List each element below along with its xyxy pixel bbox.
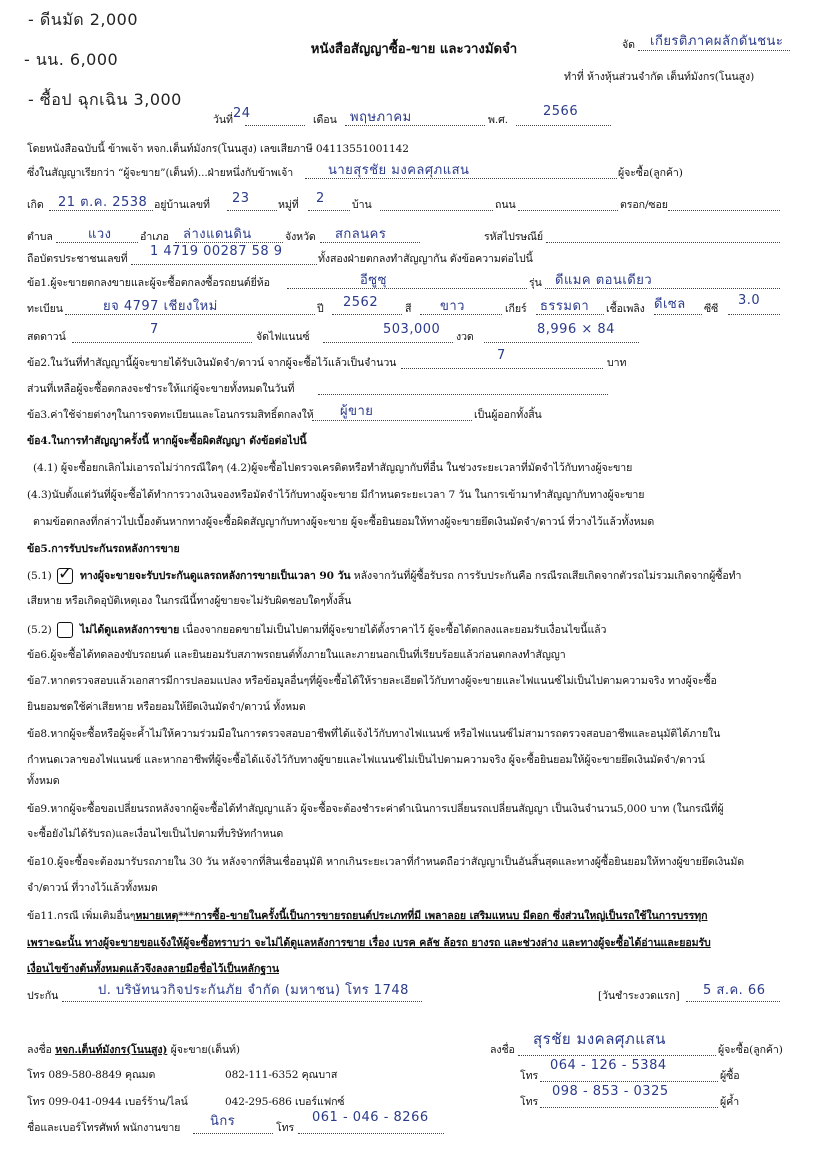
tambon-value: แวง — [88, 227, 112, 242]
clause5-1-cont: เสียหาย หรือเกิดอุบัติเหตุเอง ในกรณีนี้ทางผู้ขายจะไม่รับผิดชอบใดๆทั้งสิ้น — [27, 595, 352, 607]
date-label: วันที่ — [213, 114, 233, 126]
year-label: พ.ศ. — [488, 114, 509, 126]
clause11-label: ข้อ11.กรณี เพิ่มเติมอื่นๆ — [27, 910, 136, 922]
province-value: สกลนคร — [335, 227, 387, 242]
first-payment-value: 5 ส.ค. 66 — [703, 983, 766, 998]
month-label: เดือน — [313, 114, 337, 126]
clause5-2-text: เนื่องจากยอดขายไม่เป็นไปตามที่ผู้จะขายได้ตั้งราคาไว้ ผู้จะซื้อได้ตกลงและยอมรับเงื่อนไขนี้แล้ว — [179, 624, 607, 636]
house-value: 23 — [232, 191, 250, 206]
buyer-tel-label: โทร — [520, 1070, 539, 1082]
clause8-a: ข้อ8.หากผู้จะซื้อหรือผู้จะค้ำไม่ให้ความร่วมมือในการตรวจสอบอาชีพที่ได้แจ้งไว้กับทางไฟแนนซ์ หรือไฟแนนซ์ไม่สามารถตรวจสอบอาชีพและอนุมัติได้ภายใน — [27, 728, 721, 740]
clause7-b: ยินยอมชดใช้ค่าเสียหาย หรือยอมให้ยึดเงินมัดจำ/ดาวน์ ทั้งหมด — [27, 701, 306, 713]
tambon-label: ตำบล — [27, 231, 53, 243]
clause5-1-text: หลังจากวันที่ผู้ซื้อรับรถ การรับประกันคือ กรณีรถเสียเกิดจากตัวรถไม่รวมเกิดจากผู้ซื้อทำ — [350, 570, 742, 582]
no-warranty-checkbox[interactable] — [57, 622, 73, 638]
intro-line: โดยหนังสือฉบับนี้ ข้าพเจ้า หจก.เต็นท์มังกร(โนนสูง) เลขเสียภาษี 04113551001142 — [27, 143, 409, 155]
fuel-value: ดีเซล — [654, 297, 686, 312]
handwritten-note-3: - ซื้อป ฉุกเฉิน 3,000 — [28, 90, 182, 109]
page-title: หนังสือสัญญาซื้อ-ขาย และวางมัดจำ — [310, 42, 518, 57]
clause10-b: จำ/ดาวน์ ที่วางไว้แล้วทั้งหมด — [27, 882, 158, 894]
birth-label: เกิด — [27, 199, 44, 211]
tel-line-4: 042-295-686 เบอร์แฟกซ์ — [225, 1096, 345, 1108]
clause4-3b: ตามข้อตกลงที่กล่าวไปเบื้องต้นหากทางผู้จะซื้อผิดสัญญากับทางผู้จะขาย ผู้จะซื้อยินยอมให้ทางผู้จะขายยึดเงินมัดจำ/ดาวน์ ที่วางไว้แล้วทั้งหมด — [33, 516, 655, 528]
guarantor-tel-role: ผู้ค้ำ — [720, 1096, 740, 1108]
gear-value: ธรรมดา — [540, 299, 590, 314]
insurer-value: ป. บริษัทนวกิจประกันภัย จำกัด (มหาชน) โทร 1748 — [98, 983, 409, 998]
clause3-text: ข้อ3.ค่าใช้จ่ายต่างๆในการจดทะเบียนและโอนกรรมสิทธิ์ตกลงให้ — [27, 409, 314, 421]
idcard-label: ถือบัตรประชาชนเลขที่ — [27, 253, 128, 265]
clause6-text: ข้อ6.ผู้จะซื้อได้ทดลองขับรถยนต์ และยินยอมรับสภาพรถยนต์ทั้งภายในและภายนอกเป็นที่เรียบร้อยแล้วก่อนตกลงทำสัญญา — [27, 649, 566, 661]
finance-value: 503,000 — [383, 322, 441, 337]
color-label: สี — [405, 303, 412, 315]
house-label: อยู่บ้านเลขที่ — [154, 199, 210, 211]
cc-label: ซีซี — [704, 303, 719, 315]
buyer-name: นายสุรชัย มงคลศุภแสน — [328, 163, 470, 178]
clause9-a: ข้อ9.หากผู้จะซื้อขอเปลี่ยนรถหลังจากผู้จะซื้อได้ทำสัญญาแล้ว ผู้จะซื้อจะต้องชำระค่าดำเนินการเปลี่ยนรถเปลี่ยนสัญญา เป็นเงินจำนวน5,000 บาท (ในกรณีที่ผู้ — [27, 803, 724, 815]
insurance-label: ประกัน — [27, 990, 59, 1002]
handwritten-note-2: - นน. 6,000 — [24, 50, 119, 69]
made-at-value: เกียรติภาคผลักดันชนะ — [650, 34, 784, 49]
clause5-1-label: (5.1) — [27, 570, 52, 582]
buyer-signature: สุรชัย มงคลศุภแสน — [533, 1030, 666, 1048]
tel-line-3: โทร 099-041-0944 เบอร์ร้าน/ไลน์ — [27, 1096, 188, 1108]
checkmark-icon: ✓ — [58, 564, 73, 584]
guarantor-tel-value: 098 - 853 - 0325 — [552, 1084, 669, 1099]
year-car-label: ปี — [317, 303, 324, 315]
model-value: ดีแมค ตอนเดียว — [555, 273, 653, 288]
seller-sign-label: ลงชื่อ — [27, 1044, 52, 1056]
seller-sign-role: ผู้จะขาย(เต็นท์) — [170, 1044, 240, 1056]
clause10-a: ข้อ10.ผู้จะซื้อจะต้องมารับรถภายใน 30 วัน หลังจากที่สินเชื่ออนุมัติ หากเกินระยะเวลาที่กำหนดถือว่าสัญญาเป็นอันสิ้นสุดและทางผู้ซื้อยินยอมให้ทางผู้ขายยึดเงินมัด — [27, 856, 744, 868]
brand-value: อีซูซุ — [360, 273, 387, 288]
tel-line-1: โทร 089-580-8849 คุณมด — [27, 1069, 156, 1081]
payer-value: ผู้ขาย — [340, 404, 374, 419]
clause5-2-label: (5.2) — [27, 624, 52, 636]
sales-name: นิกร — [210, 1114, 236, 1129]
buyer-tel-value: 064 - 126 - 5384 — [550, 1058, 667, 1073]
place-text: ทำที่ ห้างหุ้นส่วนจำกัด เต็นท์มังกร(โนนสูง) — [564, 71, 755, 83]
soi-label: ตรอก/ซอย — [620, 199, 668, 211]
down-value: 7 — [150, 322, 159, 337]
birth-value: 21 ต.ค. 2538 — [58, 195, 148, 210]
model-label: รุ่น — [529, 277, 542, 289]
seller-sign-name: หจก.เต็นท์มังกร(โนนสูง) — [55, 1044, 168, 1056]
month-value: พฤษภาคม — [350, 110, 412, 125]
sales-tel-value: 061 - 046 - 8266 — [312, 1110, 429, 1125]
clause4-heading: ข้อ4.ในการทำสัญญาครั้งนี้ หากผู้จะซื้อผิดสัญญา ดังข้อต่อไปนี้ — [27, 435, 307, 447]
clause11-cont: เพราะฉะนั้น ทางผู้จะขายขอแจ้งให้ผู้จะซื้อทราบว่า จะไม่ได้ดูแลหลังการขาย เรื่อง เบรค คลัช ล้อรถ ยางรถ และช่วงล่าง และทางผู้จะซื้อได้อ่านและยอมรับ — [27, 937, 711, 949]
moo-label: หมู่ที่ — [278, 199, 299, 211]
installment-value: 8,996 × 84 — [537, 322, 615, 337]
made-at-label: จัด — [622, 39, 635, 51]
clause2-rest: ส่วนที่เหลือผู้จะซื้อตกลงจะชำระให้แก่ผู้จะขายทั้งหมดในวันที่ — [27, 383, 295, 395]
year-car-value: 2562 — [343, 295, 379, 310]
handwritten-note-1: - ดีนมัด 2,000 — [28, 10, 139, 29]
clause2-text: ข้อ2.ในวันที่ทำสัญญานี้ผู้จะขายได้รับเงินมัดจำ/ดาวน์ จากผู้จะซื้อไว้แล้วเป็นจำนวน — [27, 357, 397, 369]
installment-label: งวด — [456, 331, 474, 343]
buyer-label: ผู้จะซื้อ(ลูกค้า) — [618, 167, 683, 179]
cc-value: 3.0 — [738, 293, 761, 308]
clause5-1-bold: ทางผู้จะขายจะรับประกันดูแลรถหลังการขายเป็นเวลา 90 วัน — [80, 570, 351, 582]
clause11-end: เงื่อนไขข้างต้นทั้งหมดแล้วจึงลงลายมือชื่อไว้เป็นหลักฐาน — [27, 963, 280, 975]
clause5-heading: ข้อ5.การรับประกันรถหลังการขาย — [27, 543, 180, 555]
clause7-a: ข้อ7.หากตรวจสอบแล้วเอกสารมีการปลอมแปลง หรือข้อมูลอื่นๆที่ผู้จะซื้อได้ให้รายละเอียดไว้กับทางผู้จะขายและไฟแนนซ์ไม่เป็นไปตามความจริง ทางผู้จะซื้อ — [27, 675, 717, 687]
idcard-tail: ทั้งสองฝ่ายตกลงทำสัญญากัน ดังข้อความต่อไปนี้ — [318, 253, 533, 265]
clause5-2-bold: ไม่ได้ดูแลหลังการขาย — [80, 624, 180, 636]
province-label: จังหวัด — [285, 231, 316, 243]
fuel-label: เชื้อเพลิง — [606, 303, 645, 315]
clause9-b: จะซื้อยังไม่ได้รับรถ)และเงื่อนไขเป็นไปตามที่บริษัทกำหนด — [27, 828, 284, 840]
road-label: ถนน — [495, 199, 516, 211]
year-value: 2566 — [543, 104, 579, 119]
moo-value: 2 — [316, 191, 325, 206]
amphoe-value: ล่างแดนดิน — [183, 227, 252, 242]
buyer-tel-role: ผู้ซื้อ — [720, 1070, 740, 1082]
sales-tel-label: โทร — [276, 1122, 295, 1134]
sales-label: ชื่อและเบอร์โทรศัพท์ พนักงานขาย — [27, 1122, 181, 1134]
buyer-sign-label: ลงชื่อ — [490, 1044, 515, 1056]
plate-value: ยจ 4797 เชียงใหม่ — [103, 299, 218, 314]
finance-label: จัดไฟแนนซ์ — [256, 331, 310, 343]
clause1-text: ข้อ1.ผู้จะขายตกลงขายและผู้จะซื้อตกลงซื้อรถยนต์ยี่ห้อ — [27, 277, 270, 289]
first-payment-label: [วันชำระงวดแรก] — [598, 990, 680, 1002]
clause8-c: ทั้งหมด — [27, 775, 60, 787]
guarantor-tel-label: โทร — [520, 1096, 539, 1108]
color-value: ขาว — [440, 299, 465, 314]
buyer-sign-role: ผู้จะซื้อ(ลูกค้า) — [718, 1044, 783, 1056]
village-label: บ้าน — [352, 199, 372, 211]
plate-label: ทะเบียน — [27, 303, 63, 315]
clause3-tail: เป็นผู้ออกทั้งสิ้น — [474, 409, 542, 421]
tel-line-2: 082-111-6352 คุณบาส — [225, 1069, 338, 1081]
seller-line: ซึ่งในสัญญาเรียกว่า “ผู้จะขาย”(เต็นท์)...ฝ่ายหนึ่งกับข้าพเจ้า — [27, 167, 294, 179]
idcard-value: 1 4719 00287 58 9 — [150, 244, 283, 259]
date-value: 24 — [233, 106, 251, 121]
gear-label: เกียร์ — [505, 303, 527, 315]
clause4-1: (4.1) ผู้จะซื้อยกเลิกไม่เอารถไม่ว่ากรณีใดๆ (4.2)ผู้จะซื้อไปตรวจเครดิตหรือทำสัญญากับที่อื่น ในช่วงระยะเวลาที่มัดจำไว้กับทางผู้จะขาย — [33, 462, 633, 474]
clause2-baht: บาท — [607, 357, 627, 369]
clause11-note: หมายเหตุ***การซื้อ-ขายในครั้งนี้เป็นการขายรถยนต์ประเภทที่มี เพลาลอย เสริมแหนบ มีดอก ซึ่งส่วนใหญ่เป็นรถใช้ในการบรรทุก — [135, 910, 708, 922]
amphoe-label: อำเภอ — [140, 231, 169, 243]
zip-label: รหัสไปรษณีย์ — [484, 231, 544, 243]
clause4-3a: (4.3)นับตั้งแต่วันที่ผู้จะซื้อได้ทำการวางเงินจองหรือมัดจำไว้กับทางผู้จะขาย มีกำหนดระยะเวลา 7 วัน ในการเข้ามาทำสัญญากับทางผู้จะขาย — [27, 489, 645, 501]
deposit-value: 7 — [497, 348, 506, 363]
down-label: สดดาวน์ — [27, 331, 66, 343]
clause8-b: กำหนดเวลาของไฟแนนซ์ และหากอาชีพที่ผู้จะซื้อได้แจ้งไว้กับทางผู้ขายและไฟแนนซ์ไม่เป็นไปตามความจริง ผู้จะซื้อยินยอมให้ผู้จะขายยึดเงินมัดจำ/ดาวน์ — [27, 754, 705, 766]
